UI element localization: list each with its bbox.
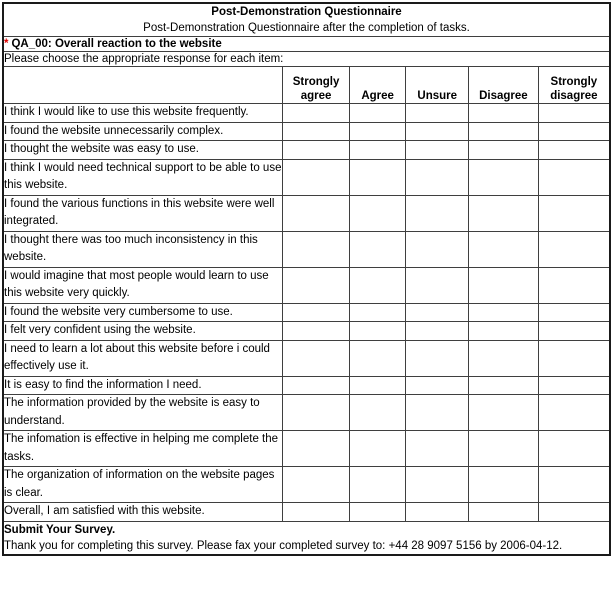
answer-cell[interactable] bbox=[538, 141, 610, 160]
answer-cell[interactable] bbox=[406, 303, 469, 322]
answer-cell[interactable] bbox=[469, 467, 539, 503]
thanks-text: Thank you for completing this survey. Please fax your completed survey to: +44 28 9097 5156 by 2006-04-12. bbox=[4, 539, 563, 552]
question-row bbox=[3, 231, 610, 267]
answer-cell[interactable] bbox=[538, 503, 610, 522]
answer-cell[interactable] bbox=[283, 431, 350, 467]
answer-cell[interactable] bbox=[469, 231, 539, 267]
answer-cell[interactable] bbox=[469, 195, 539, 231]
answer-cell[interactable] bbox=[538, 195, 610, 231]
question-text: I found the website very cumbersome to use. bbox=[3, 303, 283, 322]
answer-cell[interactable] bbox=[406, 376, 469, 395]
answer-cell[interactable] bbox=[283, 395, 350, 431]
answer-cell[interactable] bbox=[406, 431, 469, 467]
answer-cell[interactable] bbox=[283, 104, 350, 123]
answer-cell[interactable] bbox=[538, 303, 610, 322]
answer-cell[interactable] bbox=[469, 503, 539, 522]
answer-cell[interactable] bbox=[349, 141, 406, 160]
question-text: Overall, I am satisfied with this website. bbox=[3, 503, 283, 522]
answer-cell[interactable] bbox=[469, 322, 539, 341]
answer-cell[interactable] bbox=[469, 376, 539, 395]
question-row bbox=[3, 431, 610, 467]
answer-cell[interactable] bbox=[406, 104, 469, 123]
answer-cell[interactable] bbox=[349, 503, 406, 522]
answer-cell[interactable] bbox=[283, 376, 350, 395]
answer-cell[interactable] bbox=[406, 195, 469, 231]
question-text: The information provided by the website is easy to understand. bbox=[3, 395, 283, 431]
header-rows bbox=[3, 3, 610, 104]
answer-cell[interactable] bbox=[349, 467, 406, 503]
answer-cell[interactable] bbox=[406, 122, 469, 141]
question-text: I found the various functions in this website were well integrated. bbox=[3, 195, 283, 231]
section-title: QA_00: Overall reaction to the website bbox=[11, 38, 222, 50]
answer-cell[interactable] bbox=[538, 376, 610, 395]
question-text: I found the website unnecessarily complex. bbox=[3, 122, 283, 141]
answer-cell[interactable] bbox=[469, 122, 539, 141]
answer-cell[interactable] bbox=[283, 141, 350, 160]
question-row bbox=[3, 503, 610, 522]
answer-cell[interactable] bbox=[469, 395, 539, 431]
answer-cell[interactable] bbox=[349, 431, 406, 467]
answer-cell[interactable] bbox=[406, 503, 469, 522]
answer-cell[interactable] bbox=[469, 340, 539, 376]
answer-cell[interactable] bbox=[349, 322, 406, 341]
answer-cell[interactable] bbox=[283, 231, 350, 267]
question-row bbox=[3, 141, 610, 160]
answer-cell[interactable] bbox=[349, 395, 406, 431]
question-text: I felt very confident using the website. bbox=[3, 322, 283, 341]
answer-cell[interactable] bbox=[538, 104, 610, 123]
question-text: I thought the website was easy to use. bbox=[3, 141, 283, 160]
title-row bbox=[3, 3, 610, 37]
section-header bbox=[3, 37, 610, 52]
instruction-row bbox=[3, 52, 610, 67]
answer-cell[interactable] bbox=[469, 104, 539, 123]
answer-cell[interactable] bbox=[538, 231, 610, 267]
instruction-text: Please choose the appropriate response for each item: bbox=[3, 52, 610, 67]
page-subtitle: Post-Demonstration Questionnaire after the completion of tasks. bbox=[143, 22, 470, 34]
answer-cell[interactable] bbox=[349, 195, 406, 231]
question-row bbox=[3, 104, 610, 123]
answer-cell[interactable] bbox=[283, 159, 350, 195]
question-row bbox=[3, 340, 610, 376]
footer-block bbox=[3, 521, 610, 555]
question-row bbox=[3, 467, 610, 503]
question-text: I need to learn a lot about this website before i could effectively use it. bbox=[3, 340, 283, 376]
answer-cell[interactable] bbox=[283, 303, 350, 322]
answer-cell[interactable] bbox=[538, 267, 610, 303]
question-row bbox=[3, 376, 610, 395]
answer-cell[interactable] bbox=[283, 340, 350, 376]
answer-cell[interactable] bbox=[283, 195, 350, 231]
answer-cell[interactable] bbox=[349, 159, 406, 195]
question-text: The organization of information on the website pages is clear. bbox=[3, 467, 283, 503]
column-header-agree: Agree bbox=[349, 67, 406, 104]
answer-cell[interactable] bbox=[349, 303, 406, 322]
answer-cell[interactable] bbox=[283, 503, 350, 522]
column-header-strongly-disagree: Strongly disagree bbox=[538, 67, 610, 104]
question-row bbox=[3, 322, 610, 341]
answer-cell[interactable] bbox=[538, 467, 610, 503]
answer-cell[interactable] bbox=[406, 159, 469, 195]
answer-cell[interactable] bbox=[538, 431, 610, 467]
question-text: I think I would like to use this website frequently. bbox=[3, 104, 283, 123]
answer-cell[interactable] bbox=[349, 340, 406, 376]
answer-cell[interactable] bbox=[349, 104, 406, 123]
answer-cell[interactable] bbox=[538, 395, 610, 431]
question-row bbox=[3, 159, 610, 195]
submit-section-title: Submit Your Survey. bbox=[4, 523, 116, 536]
answer-cell[interactable] bbox=[469, 159, 539, 195]
answer-cell[interactable] bbox=[469, 431, 539, 467]
answer-header-row bbox=[3, 67, 610, 104]
column-header-disagree: Disagree bbox=[469, 67, 539, 104]
answer-cell[interactable] bbox=[406, 340, 469, 376]
answer-cell[interactable] bbox=[406, 267, 469, 303]
answer-cell[interactable] bbox=[406, 141, 469, 160]
questionnaire-table bbox=[2, 2, 611, 556]
answer-cell[interactable] bbox=[469, 267, 539, 303]
answer-cell[interactable] bbox=[406, 395, 469, 431]
section-row bbox=[3, 37, 610, 52]
question-text: I would imagine that most people would learn to use this website very quickly. bbox=[3, 267, 283, 303]
answer-cell[interactable] bbox=[283, 267, 350, 303]
answer-cell[interactable] bbox=[538, 122, 610, 141]
question-text: The infomation is effective in helping me complete the tasks. bbox=[3, 431, 283, 467]
title-block bbox=[3, 3, 610, 37]
question-row bbox=[3, 122, 610, 141]
question-row bbox=[3, 195, 610, 231]
footer-rows bbox=[3, 521, 610, 555]
answer-cell[interactable] bbox=[406, 322, 469, 341]
answer-cell[interactable] bbox=[283, 322, 350, 341]
answer-cell[interactable] bbox=[349, 122, 406, 141]
footer-row bbox=[3, 521, 610, 555]
answer-cell[interactable] bbox=[469, 141, 539, 160]
question-row bbox=[3, 267, 610, 303]
page-title: Post-Demonstration Questionnaire bbox=[211, 6, 402, 18]
answer-cell[interactable] bbox=[406, 467, 469, 503]
empty-header-cell bbox=[3, 67, 283, 104]
column-header-strongly-agree: Strongly agree bbox=[283, 67, 350, 104]
answer-cell[interactable] bbox=[283, 467, 350, 503]
answer-cell[interactable] bbox=[349, 267, 406, 303]
answer-cell[interactable] bbox=[349, 231, 406, 267]
question-text: I think I would need technical support to be able to use this website. bbox=[3, 159, 283, 195]
question-text: It is easy to find the information I need. bbox=[3, 376, 283, 395]
answer-cell[interactable] bbox=[538, 159, 610, 195]
answer-cell[interactable] bbox=[283, 122, 350, 141]
question-text: I thought there was too much inconsistency in this website. bbox=[3, 231, 283, 267]
answer-cell[interactable] bbox=[349, 376, 406, 395]
answer-cell[interactable] bbox=[538, 322, 610, 341]
required-asterisk: * bbox=[4, 38, 9, 50]
questions-body bbox=[3, 104, 610, 522]
answer-cell[interactable] bbox=[538, 340, 610, 376]
question-row bbox=[3, 395, 610, 431]
column-header-unsure: Unsure bbox=[406, 67, 469, 104]
answer-cell[interactable] bbox=[406, 231, 469, 267]
answer-cell[interactable] bbox=[469, 303, 539, 322]
question-row bbox=[3, 303, 610, 322]
